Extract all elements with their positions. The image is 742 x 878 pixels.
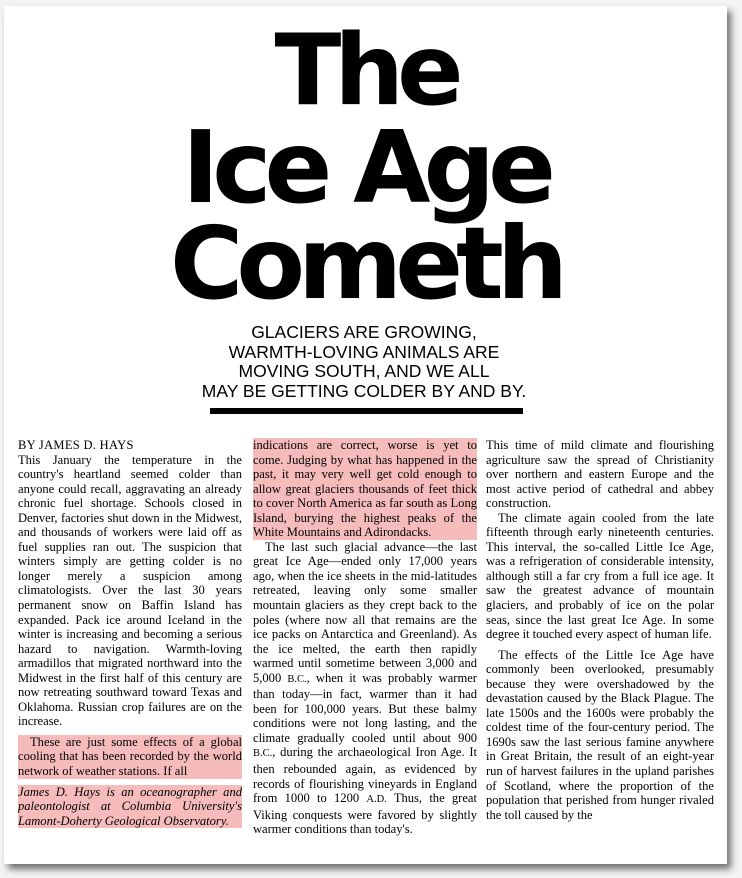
subhead-line-1: GLACIERS ARE GROWING, (251, 322, 477, 342)
text-span: The last such glacial advance—the last great Ice Age—ended only 17,000 years ago, when the ice sheets in the mid-latitudes retreated, leaving only some smaller mountain glaciers as they crept back to the poles (where now all that remains are the ice packs on Antarctica and Greenland). As the ice melted, the earth then rapidly warmed until sometime between 3,000 and 5,000 (253, 539, 477, 685)
era-label: B.C. (253, 748, 273, 760)
text-span: , during the archaeological Iron Age. It then rebounded again, as evidenced by records of flourishing vineyards in England from 1000 to 1200 (253, 745, 477, 806)
column-3 (486, 438, 714, 822)
paragraph-effects: The effects of the Little Ice Age have commonly been overlooked, presumably because they were overshadowed by the devastation caused by the Black Plague. The late 1500s and the 1600s were probably the coldest time of the four-century period. The 1690s saw the last serious famine anywhere in Great Britain, the result of an eight-year run of harvest failures in the upland parishes of Scotland, where the proportion of the population that perished from hunger rivaled the toll caused by the (486, 647, 714, 822)
article-page (4, 6, 727, 864)
divider-rule (210, 408, 523, 414)
era-label: B.C. (287, 673, 307, 685)
column-2 (253, 438, 477, 837)
era-label: A.D. (366, 794, 387, 806)
paragraph-glacial-advance (253, 540, 477, 837)
column-1 (18, 438, 242, 828)
paragraph-2-highlighted: These are just some effects of a global cooling that has been recorded by the world network of weather stations. If all (18, 734, 242, 779)
paragraph-little-ice-age: The climate again cooled from the late fifteenth through early nineteenth centuries. This interval, the so-called Little Ice Age, was a refrigeration of considerable intensity, although still a far cry from a full ice age. It saw the greatest advance of mountain glaciers, and probably of ice on the polar seas, since the last great Ice Age. In some degree it touched every aspect of human life. (486, 510, 714, 642)
text-span: Thus, the great Viking conquests were favored by slightly warmer conditions than today's. (253, 791, 477, 837)
headline-line-1: The (274, 14, 457, 128)
subhead-line-2: WARMTH-LOVING ANIMALS ARE (228, 341, 500, 362)
headline-line-2: Ice Age (182, 109, 549, 226)
subhead-line-4: MAY BE GETTING COLDER BY AND BY. (201, 380, 527, 401)
text-span: , when it was probably warmer than today—in fact, warmer than it had been for 100,000 years. But these balmy conditions were not long lasting, and the climate gradually cooled until about 900 (253, 670, 477, 745)
paragraph-1: This January the temperature in the country's heartland seemed colder than anyone could recall, aggravating an already chronic fuel shortage. Schools closed in Denver, factories shut down in the Midwest, and thousands of workers were laid off as fuel supplies ran out. The suspicion that winters simply are getting colder is no longer merely a suspicion among climatologists. Over the last 30 years permanent snow on Baffin Island has expanded. Pack ice around Iceland in the winter is increasing and becoming a serious hazard to navigation. Warmth-loving armadillos that migrated northward into the Midwest in the first half of this century are now retreating southward toward Texas and Oklahoma. Russian crop failures are on the increase. (18, 452, 242, 729)
paragraph-continued-highlighted: indications are correct, worse is yet to come. Judging by what has happened in the past, it may very well get cold enough to allow great glaciers thousands of feet thick to cover North America as far south as Long Island, burying the highest peaks of the White Mountains and Adirondacks. (253, 438, 477, 540)
subhead-line-3: MOVING SOUTH, AND WE ALL (238, 361, 490, 381)
author-bio-highlighted: James D. Hays is an oceanographer and paleontologist at Columbia University's Lamont-Doherty Geological Observatory. (18, 784, 242, 828)
headline-line-3: Cometh (169, 205, 562, 322)
byline: BY JAMES D. HAYS (18, 438, 134, 452)
subheadline (144, 323, 584, 401)
paragraph-mild-climate: This time of mild climate and flourishing agriculture saw the spread of Christianity over northern and eastern Europe and the most active period of cathedral and abbey construction. (486, 438, 714, 511)
